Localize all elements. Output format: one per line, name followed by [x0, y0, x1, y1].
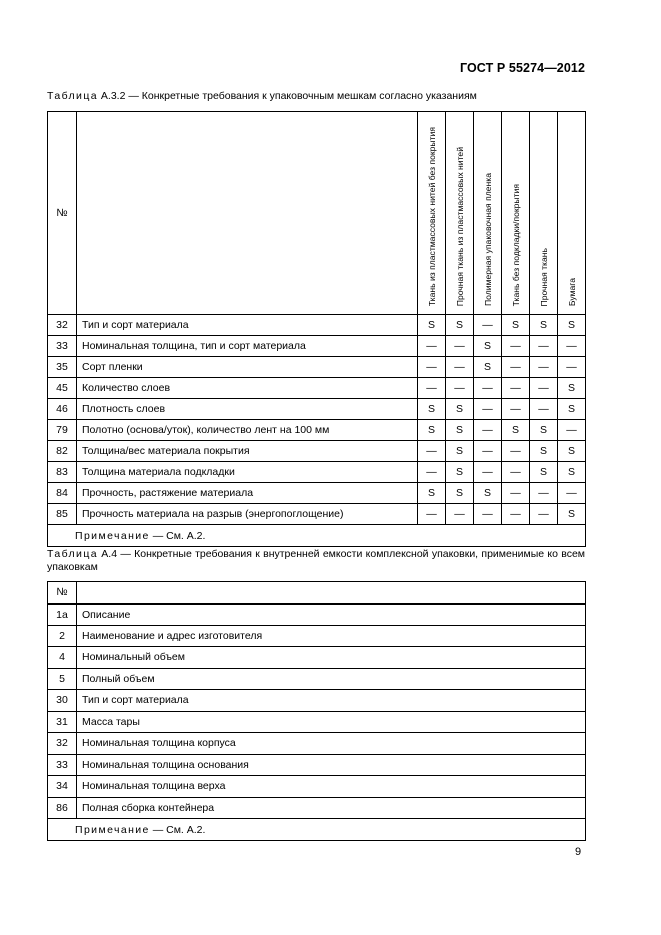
- row-value: —: [502, 483, 530, 504]
- row-value: S: [558, 378, 586, 399]
- caption-text: А.3.2 — Конкретные требования к упаковочным мешкам согласно указаниям: [100, 90, 477, 102]
- row-value: S: [558, 315, 586, 336]
- row-value: —: [530, 357, 558, 378]
- row-value: —: [502, 336, 530, 357]
- row-number: 33: [48, 754, 77, 776]
- row-name: Полная сборка контейнера: [77, 797, 586, 819]
- row-value: S: [502, 315, 530, 336]
- row-number: 35: [48, 357, 77, 378]
- row-value: S: [418, 315, 446, 336]
- row-name: Масса тары: [77, 711, 586, 733]
- table-a32-note-row: [48, 525, 586, 547]
- row-number: 1а: [48, 604, 77, 626]
- row-value: —: [446, 504, 474, 525]
- table-row: [48, 420, 586, 441]
- table-row: [48, 315, 586, 336]
- row-value: S: [418, 420, 446, 441]
- caption-lead: Таблица: [47, 548, 98, 560]
- row-name: Номинальная толщина корпуса: [77, 733, 586, 755]
- row-value: —: [502, 462, 530, 483]
- row-name: Тип и сорт материала: [77, 315, 418, 336]
- row-value: S: [446, 462, 474, 483]
- row-value: S: [446, 420, 474, 441]
- table-a32-header-row: [48, 112, 586, 315]
- column-header-label: Ткань из пластмассовых нитей без покрытия: [426, 126, 437, 306]
- row-value: S: [446, 315, 474, 336]
- column-header: [530, 112, 558, 315]
- row-name: Описание: [77, 604, 586, 626]
- table-a4-note-row: [48, 819, 586, 841]
- row-name: Номинальная толщина, тип и сорт материала: [77, 336, 418, 357]
- column-header-label: Прочная ткань из пластмассовых нитей: [454, 146, 465, 306]
- row-value: S: [530, 441, 558, 462]
- row-name: Количество слоев: [77, 378, 418, 399]
- row-value: S: [446, 441, 474, 462]
- row-value: —: [474, 441, 502, 462]
- row-value: —: [418, 357, 446, 378]
- column-header-label: Бумага: [566, 277, 577, 306]
- note-text: — См. А.2.: [152, 529, 206, 542]
- row-value: —: [530, 504, 558, 525]
- row-name: Толщина материала подкладки: [77, 462, 418, 483]
- table-row: [48, 711, 586, 733]
- row-name: Номинальная толщина основания: [77, 754, 586, 776]
- document-code: ГОСТ Р 55274—2012: [459, 61, 585, 75]
- row-value: —: [418, 441, 446, 462]
- row-name: Плотность слоев: [77, 399, 418, 420]
- row-number: 4: [48, 647, 77, 669]
- table-row: [48, 668, 586, 690]
- table-row: [48, 733, 586, 755]
- row-number: 82: [48, 441, 77, 462]
- table-row: [48, 441, 586, 462]
- row-number: 31: [48, 711, 77, 733]
- column-header: [502, 112, 530, 315]
- row-value: —: [502, 357, 530, 378]
- row-value: S: [474, 336, 502, 357]
- table-row: [48, 399, 586, 420]
- note-lead: Примечание: [75, 529, 150, 542]
- row-value: S: [558, 504, 586, 525]
- row-value: —: [530, 399, 558, 420]
- row-name: Прочность материала на разрыв (энергопоглощение): [77, 504, 418, 525]
- row-name: Номинальный объем: [77, 647, 586, 669]
- name-header: [77, 112, 418, 315]
- row-value: —: [418, 336, 446, 357]
- row-value: —: [446, 378, 474, 399]
- row-value: S: [558, 462, 586, 483]
- row-value: —: [530, 483, 558, 504]
- row-value: —: [558, 483, 586, 504]
- row-number: 30: [48, 690, 77, 712]
- row-name: Прочность, растяжение материала: [77, 483, 418, 504]
- table-row: [48, 797, 586, 819]
- row-value: S: [418, 483, 446, 504]
- row-value: S: [502, 420, 530, 441]
- row-value: S: [474, 357, 502, 378]
- column-header-label: Ткань без подкладки/покрытия: [510, 183, 521, 306]
- table-row: [48, 462, 586, 483]
- column-header: [418, 112, 446, 315]
- row-name: Тип и сорт материала: [77, 690, 586, 712]
- row-value: S: [530, 420, 558, 441]
- row-value: S: [530, 315, 558, 336]
- row-number: 32: [48, 315, 77, 336]
- row-number: 46: [48, 399, 77, 420]
- table-a4-caption: [47, 548, 585, 574]
- row-number: 32: [48, 733, 77, 755]
- column-header: [474, 112, 502, 315]
- row-value: S: [558, 441, 586, 462]
- note-text: — См. А.2.: [152, 823, 206, 836]
- row-value: —: [502, 378, 530, 399]
- row-value: —: [502, 441, 530, 462]
- row-number: 79: [48, 420, 77, 441]
- row-value: —: [446, 357, 474, 378]
- column-header-label: Прочная ткань: [538, 247, 549, 306]
- row-value: —: [474, 504, 502, 525]
- row-value: —: [530, 378, 558, 399]
- row-value: —: [558, 357, 586, 378]
- table-row: [48, 647, 586, 669]
- row-number: 86: [48, 797, 77, 819]
- row-number: 2: [48, 625, 77, 647]
- row-number: 85: [48, 504, 77, 525]
- row-value: S: [446, 399, 474, 420]
- row-name: Толщина/вес материала покрытия: [77, 441, 418, 462]
- table-row: [48, 336, 586, 357]
- num-header: №: [48, 112, 77, 315]
- column-header: [558, 112, 586, 315]
- row-value: S: [446, 483, 474, 504]
- column-header: [446, 112, 474, 315]
- caption-lead: Таблица: [47, 90, 98, 102]
- row-value: —: [530, 336, 558, 357]
- table-a32: [47, 111, 586, 547]
- row-number: 34: [48, 776, 77, 798]
- table-row: [48, 625, 586, 647]
- row-value: S: [558, 399, 586, 420]
- table-note: [48, 819, 586, 841]
- table-row: [48, 690, 586, 712]
- note-lead: Примечание: [75, 823, 150, 836]
- row-name: Полный объем: [77, 668, 586, 690]
- table-row: [48, 378, 586, 399]
- row-number: 83: [48, 462, 77, 483]
- row-value: —: [474, 462, 502, 483]
- row-value: —: [502, 399, 530, 420]
- row-value: —: [474, 399, 502, 420]
- table-row: [48, 504, 586, 525]
- row-value: —: [418, 504, 446, 525]
- table-a4-header-row: [48, 582, 586, 604]
- row-value: —: [446, 336, 474, 357]
- row-value: —: [558, 420, 586, 441]
- row-name: Полотно (основа/уток), количество лент на 100 мм: [77, 420, 418, 441]
- num-header: №: [48, 582, 77, 604]
- table-row: [48, 483, 586, 504]
- row-number: 33: [48, 336, 77, 357]
- row-value: —: [474, 378, 502, 399]
- row-number: 5: [48, 668, 77, 690]
- row-value: —: [474, 315, 502, 336]
- row-value: S: [474, 483, 502, 504]
- table-row: [48, 754, 586, 776]
- table-row: [48, 357, 586, 378]
- table-row: [48, 604, 586, 626]
- table-a4: [47, 581, 586, 841]
- row-number: 45: [48, 378, 77, 399]
- row-name: Наименование и адрес изготовителя: [77, 625, 586, 647]
- table-a32-caption: [47, 90, 587, 103]
- page-number: 9: [575, 846, 582, 858]
- table-note: [48, 525, 586, 547]
- row-name: Номинальная толщина верха: [77, 776, 586, 798]
- table-row: [48, 776, 586, 798]
- caption-text: А.4 — Конкретные требования к внутренней емкости комплексной упаковки, применимые ко всем упаковкам: [47, 548, 585, 573]
- row-name: Сорт пленки: [77, 357, 418, 378]
- row-value: —: [418, 462, 446, 483]
- row-number: 84: [48, 483, 77, 504]
- row-value: —: [418, 378, 446, 399]
- row-value: —: [558, 336, 586, 357]
- row-value: —: [474, 420, 502, 441]
- row-value: S: [530, 462, 558, 483]
- name-header: [77, 582, 586, 604]
- row-value: —: [502, 504, 530, 525]
- column-header-label: Полимерная упаковочная пленка: [482, 172, 493, 306]
- row-value: S: [418, 399, 446, 420]
